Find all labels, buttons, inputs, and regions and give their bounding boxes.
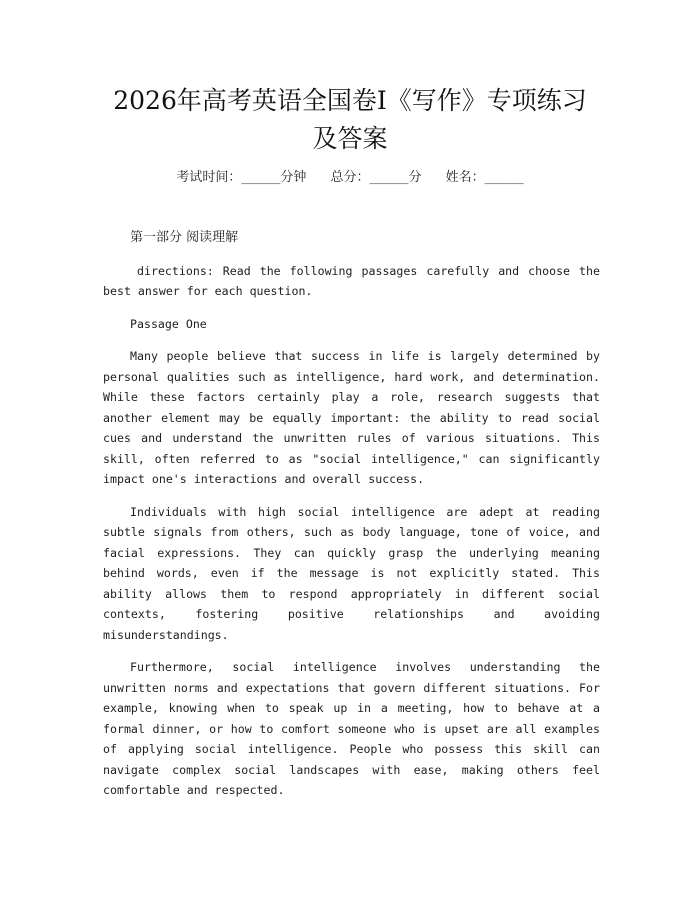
section-heading: 第一部分 阅读理解 xyxy=(130,230,239,245)
directions-text: directions: Read the following passages carefully and choose the best answer for each question. xyxy=(103,263,600,298)
exam-score: 总分：______分 xyxy=(330,170,422,185)
paragraph: Furthermore, social intelligence involves understanding the unwritten norms and expectations that govern different situations. For example, knowing when to speak up in a meeting, how to behave at a formal dinner, or how to comfort someone who is upset are all examples of applying social intelligence. People who possess this skill can navigate complex social landscapes with ease, making others feel comfortable and respected. xyxy=(103,660,600,797)
document-body xyxy=(103,228,600,813)
exam-meta xyxy=(0,168,700,188)
passage-label: Passage One xyxy=(130,316,207,331)
document-title xyxy=(60,82,640,158)
title-line-1: 2026年高考英语全国卷Ⅰ《写作》专项练习 xyxy=(113,86,587,115)
exam-time: 考试时间：______分钟 xyxy=(176,170,307,185)
paragraph: Individuals with high social intelligence are adept at reading subtle signals from others, such as body language, tone of voice, and facial expressions. They can quickly grasp the underlying meaning behind words, even if the message is not explicitly stated. This ability allows them to respond appropriately in different social contexts, fostering positive relationships and avoiding misunderstandings. xyxy=(103,504,600,642)
exam-name: 姓名：______ xyxy=(445,170,524,185)
paragraph: Many people believe that success in life is largely determined by personal qualities such as intelligence, hard work, and determination. While these factors certainly play a role, research suggests that another element may be equally important: the ability to read social cues and understand the unwritten rules of various situations. This skill, often referred to as "social intelligence," can significantly impact one's interactions and overall success. xyxy=(103,349,600,486)
title-line-2: 及答案 xyxy=(312,124,388,153)
